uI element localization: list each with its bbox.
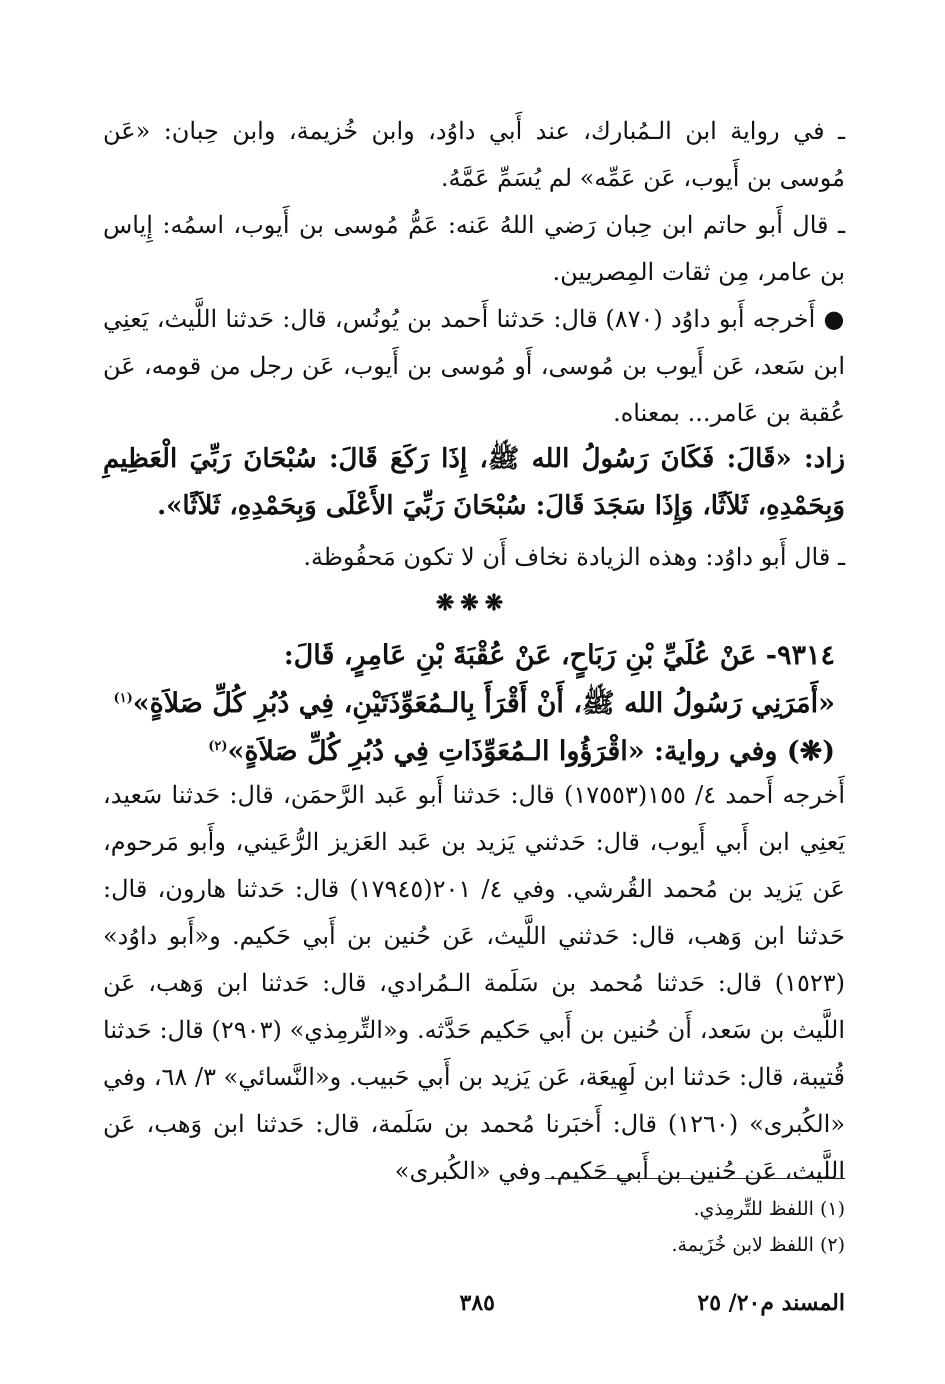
footnote-divider xyxy=(545,1178,845,1179)
footnote-ref-1: (١) xyxy=(113,691,133,706)
signature-mark: المسند م٢٠/ ٢٥ xyxy=(697,1290,845,1316)
takhrij-paragraph: أَخرجه أَحمد ٤/ ١٥٥(١٧٥٥٣) قال: حَدثنا أَبو عَبد الرَّحمَن، قال: حَدثنا سَعيد، يَعنِي ابن أَبي أَيوب، قال: حَدثني يَزيد بن عَبد العَزيز الرُّعَيني، وأَبو مَرحوم، عَن يَزيد بن مُحمد القُرشي. وفي ٤/ ٢٠١(١٧٩٤٥) قال: حَدثنا هارون، قال: حَدثنا ابن وَهب، قال: حَدثني اللَّيث، عَن حُنين بن أَبي حَكيم. و«أَبو داوُد» (١٥٢٣) قال: حَدثنا مُحمد بن سَلَمة الـمُرادي، قال: حَدثنا ابن وَهب، عَن اللَّيث بن سَعد، أَن حُنين بن أَبي حَكيم حَدَّثه. و«التِّرمِذي» (٢٩٠٣) قال: حَدثنا قُتيبة، قال: حَدثنا ابن لَهِيعَة، عَن يَزيد بن أَبي حَبيب. و«النَّسائي» ٣/ ٦٨، وفي «الكُبرى» (١٢٦٠) قال: أَخبَرنا مُحمد بن سَلَمة، قال: حَدثنا ابن وَهب، عَن اللَّيث، عَن حُنين بن أَبي حَكيم. وفي «الكُبرى» xyxy=(103,781,845,1185)
addition-paragraph: زاد: «قَالَ: فَكَانَ رَسُولُ الله ﷺ، إِذَا رَكَعَ قَالَ: سُبْحَانَ رَبِّيَ الْعَظِيمِ وَبِحَمْدِهِ، ثَلاَثًا، وَإِذَا سَجَدَ قَالَ: سُبْحَانَ رَبِّيَ الأَعْلَى وَبِحَمْدِهِ، ثَلاَثًا». xyxy=(103,444,845,521)
footnote-2: (٢) اللفظ لابن خُزَيمة. xyxy=(671,1234,845,1256)
hadith-text xyxy=(93,680,835,727)
footnote-1: (١) اللفظ للتِّرمِذي. xyxy=(693,1198,845,1220)
note-paragraph-2: ـ قال أَبو حاتم ابن حِبان رَضي اللهُ عَنه: عَمُّ مُوسى بن أَيوب، اسمُه: إِياس بن عامر، مِن ثقات المِصريين. xyxy=(103,211,845,286)
hadith-main-text: «أَمَرَنِي رَسُولُ الله ﷺ، أَنْ أَقْرَأَ بِالـمُعَوِّذَتَيْنِ، فِي دُبُرِ كُلِّ صَلاَةٍ» xyxy=(132,688,835,719)
page-number: ٣٨٥ xyxy=(459,1290,495,1316)
note-paragraph-1: ـ في رواية ابن الـمُبارك، عند أَبي داوُد، وابن خُزيمة، وابن حِبان: «عَن مُوسى بن أَيوب، عَن عَمِّه» لم يُسَمِّ عَمَّهُ. xyxy=(103,117,845,192)
footnote-ref-2: (٢) xyxy=(208,739,228,754)
abu-dawud-remark: ـ قال أَبو داوُد: وهذه الزيادة نخاف أَن لا تكون مَحفُوظة. xyxy=(303,543,845,571)
hadith-number-line: ٩٣١٤- عَنْ عُلَيِّ بْنِ رَبَاحٍ، عَنْ عُقْبَةَ بْنِ عَامِرٍ، قَالَ: xyxy=(283,640,835,671)
section-separator: ❋❋❋ xyxy=(435,590,510,616)
riwaya-text: (❋) وفي رواية: «اقْرَؤُوا الـمُعَوِّذَاتِ فِي دُبُرِ كُلِّ صَلاَةٍ» xyxy=(227,736,835,767)
hadith-riwaya xyxy=(93,728,835,775)
takhrij-abu-dawud-paragraph: ● أَخرجه أَبو داوُد (٨٧٠) قال: حَدثنا أَحمد بن يُونُس، قال: حَدثنا اللَّيث، يَعنِي ابن سَعد، عَن أَيوب بن مُوسى، أَو مُوسى بن أَيوب، عَن رجل من قومه، عَن عُقبة بن عَامر... بمعناه. xyxy=(103,305,845,427)
